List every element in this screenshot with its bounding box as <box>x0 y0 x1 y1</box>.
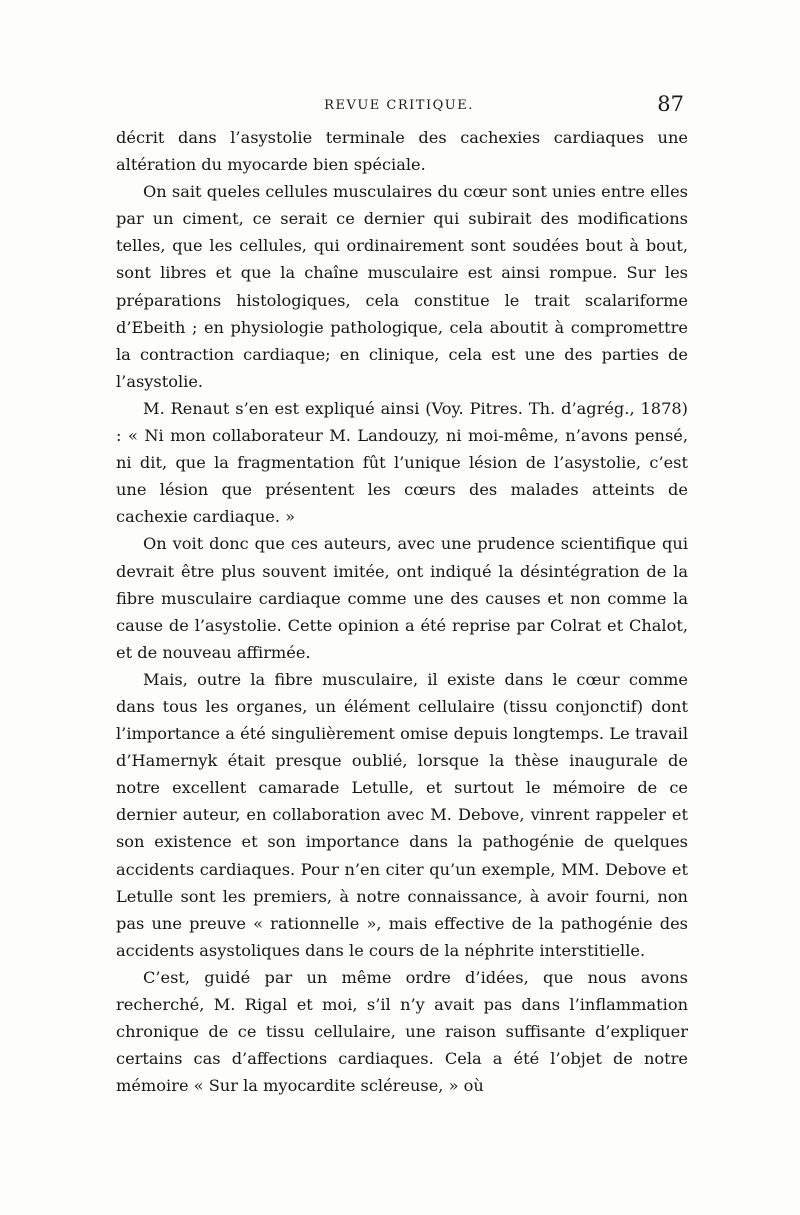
paragraph-continued: décrit dans l’asystolie terminale des cachexies cardiaques une altération du myocarde bien spéciale. <box>116 128 688 175</box>
body-text <box>116 124 688 1099</box>
paragraph: C’est, guidé par un même ordre d’idées, que nous avons recherché, M. Rigal et moi, s’il n’y avait pas dans l’inflammation chronique de ce tissu cellulaire, une raison suffisante d’expliquer certains cas d’affections cardiaques. Cela a été l’objet de notre mémoire « Sur la myocardite scléreuse, » où <box>116 967 688 1096</box>
paragraph: On sait queles cellules musculaires du cœur sont unies entre elles par un ciment, ce serait ce dernier qui subirait des modifications telles, que les cellules, qui ordinairement sont soudées bout à bout, sont libres et que la chaîne musculaire est ainsi rompue. Sur les préparations histologiques, cela constitue le trait scalariforme d’Ebeith ; en physiologie pathologique, cela aboutit à compromettre la contraction cardiaque; en clinique, cela est une des parties de l’asystolie. <box>116 182 688 391</box>
page-number: 87 <box>657 92 684 116</box>
paragraph: Mais, outre la fibre musculaire, il existe dans le cœur comme dans tous les organes, un élément cellulaire (tissu conjonctif) dont l’importance a été singulièrement omise depuis longtemps. Le travail d’Hamernyk était presque oublié, lorsque la thèse inaugurale de notre excellent camarade Letulle, et surtout le mémoire de ce dernier auteur, en collaboration avec M. Debove, vinrent rappeler et son existence et son importance dans la pathogénie de quelques accidents cardiaques. Pour n’en citer qu’un exemple, MM. Debove et Letulle sont les premiers, à notre connaissance, à avoir fourni, non pas une preuve « rationnelle », mais effective de la pathogénie des accidents asystoliques dans le cours de la néphrite interstitielle. <box>116 669 688 960</box>
paragraph: M. Renaut s’en est expliqué ainsi (Voy. Pitres. Th. d’agrég., 1878) : « Ni mon collaborateur M. Landouzy, ni moi-même, n’avons pensé, ni dit, que la fragmentation fût l’unique lésion de l’asystolie, c’est une lésion que présentent les cœurs des malades atteints de cachexie cardiaque. » <box>116 398 688 527</box>
running-title: REVUE CRITIQUE. <box>324 98 474 113</box>
paragraph: On voit donc que ces auteurs, avec une prudence scientifique qui devrait être plus souvent imitée, ont indiqué la désintégration de la fibre musculaire cardiaque comme une des causes et non comme la cause de l’asystolie. Cette opinion a été reprise par Colrat et Chalot, et de nouveau affirmée. <box>116 534 688 662</box>
running-header <box>112 92 686 122</box>
